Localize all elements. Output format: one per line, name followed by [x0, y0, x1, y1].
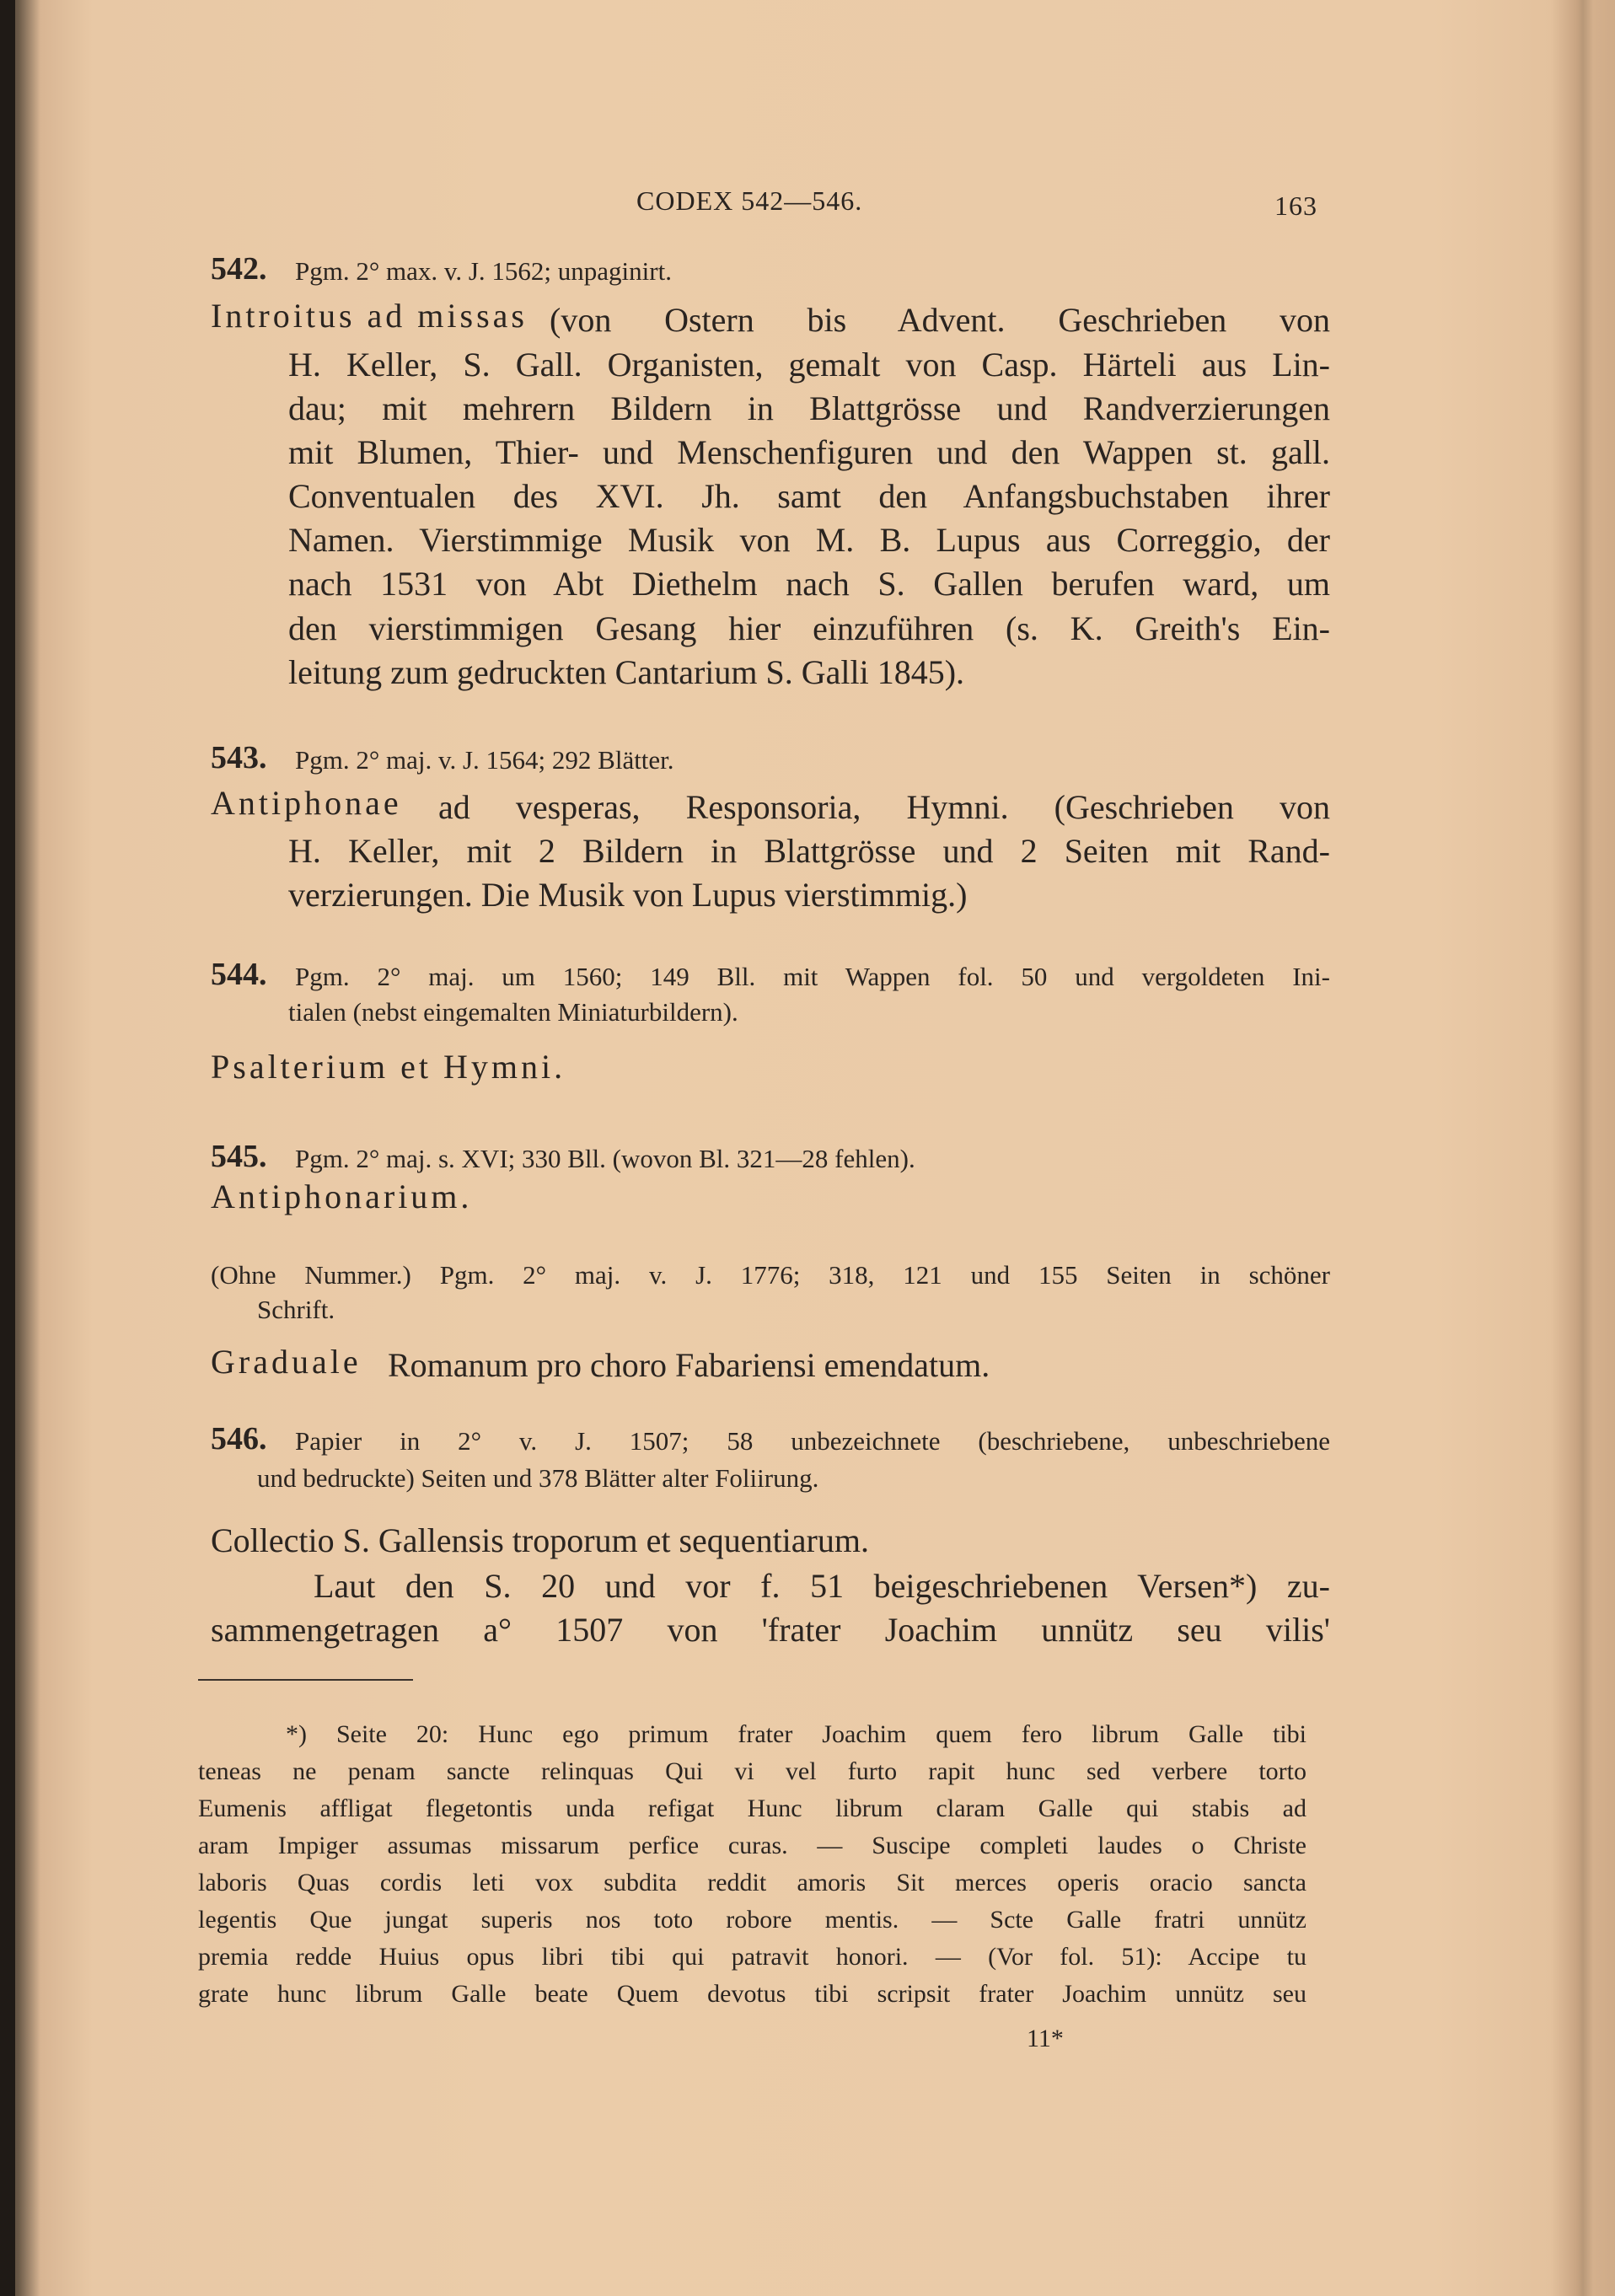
- entry-meta: tialen (nebst eingemalten Miniaturbildern).: [288, 997, 738, 1027]
- entry-number: 544.: [211, 957, 267, 992]
- signature-mark: 11*: [1027, 2025, 1064, 2052]
- entry-body-line: sammengetragen a° 1507 von 'frater Joachim unnütz seu vilis': [211, 1611, 1330, 1649]
- entry-meta: und bedruckte) Seiten und 378 Blätter alter Foliirung.: [257, 1463, 819, 1493]
- entry-body-line: Namen. Vierstimmige Musik von M. B. Lupus aus Correggio, der: [288, 521, 1330, 559]
- footnote-line: laboris Quas cordis leti vox subdita reddit amoris Sit merces operis oracio sancta: [198, 1869, 1306, 1896]
- entry-meta: (Ohne Nummer.) Pgm. 2° maj. v. J. 1776; 318, 121 und 155 Seiten in schöner: [211, 1260, 1330, 1290]
- footnote-line: teneas ne penam sancte relinquas Qui vi vel furto rapit hunc sed verbere torto: [198, 1757, 1306, 1785]
- entry-body-line: mit Blumen, Thier- und Menschenfiguren und den Wappen st. gall.: [288, 433, 1330, 471]
- entry-title: Psalterium et Hymni.: [211, 1048, 566, 1086]
- entry-body-line: verzierungen. Die Musik von Lupus vierstimmig.): [288, 876, 968, 914]
- entry-title: Graduale: [211, 1343, 362, 1381]
- footnote-rule: [198, 1679, 413, 1681]
- entry-body-line: ad vesperas, Responsoria, Hymni. (Geschrieben von: [438, 788, 1330, 826]
- footnote-line: premia redde Huius opus libri tibi qui patravit honori. — (Vor fol. 51): Accipe tu: [198, 1943, 1306, 1971]
- entry-title: Introitus ad missas: [211, 297, 528, 335]
- entry-body-line: dau; mit mehrern Bildern in Blattgrösse und Randverzierungen: [288, 389, 1330, 427]
- entry-number: 545.: [211, 1139, 267, 1174]
- entry-meta: Pgm. 2° maj. s. XVI; 330 Bll. (wovon Bl. 321—28 fehlen).: [295, 1144, 915, 1173]
- entry-body-line: nach 1531 von Abt Diethelm nach S. Gallen berufen ward, um: [288, 565, 1330, 603]
- page-binding-edge: [0, 0, 15, 2296]
- entry-body-line: H. Keller, mit 2 Bildern in Blattgrösse und 2 Seiten mit Rand-: [288, 832, 1330, 870]
- entry-meta: Schrift.: [257, 1295, 335, 1324]
- entry-body-line: Romanum pro choro Fabariensi emendatum.: [388, 1346, 990, 1384]
- entry-title: Collectio S. Gallensis troporum et sequentiarum.: [211, 1521, 869, 1559]
- entry-title: Antiphonae: [211, 784, 402, 822]
- entry-number: 543.: [211, 740, 267, 775]
- entry-body-line: Conventualen des XVI. Jh. samt den Anfangsbuchstaben ihrer: [288, 477, 1330, 515]
- entry-meta: Papier in 2° v. J. 1507; 58 unbezeichnete (beschriebene, unbeschriebene: [295, 1426, 1330, 1456]
- entry-body-line: Laut den S. 20 und vor f. 51 beigeschriebenen Versen*) zu-: [314, 1567, 1330, 1605]
- entry-meta: Pgm. 2° maj. v. J. 1564; 292 Blätter.: [295, 745, 674, 775]
- entry-title: Antiphonarium.: [211, 1178, 473, 1215]
- footnote-line: aram Impiger assumas missarum perfice curas. — Suscipe completi laudes o Christe: [198, 1832, 1306, 1859]
- entry-body-line: H. Keller, S. Gall. Organisten, gemalt von Casp. Härteli aus Lin-: [288, 346, 1330, 384]
- footnote-line: Eumenis affligat flegetontis unda refigat Hunc librum claram Galle qui stabis ad: [198, 1794, 1306, 1822]
- footnote-line: legentis Que jungat superis nos toto robore mentis. — Scte Galle fratri unnütz: [198, 1906, 1306, 1934]
- entry-meta: Pgm. 2° max. v. J. 1562; unpaginirt.: [295, 256, 672, 286]
- entry-number: 542.: [211, 251, 267, 287]
- entry-meta: Pgm. 2° maj. um 1560; 149 Bll. mit Wappen fol. 50 und vergoldeten Ini-: [295, 962, 1330, 991]
- footnote-line: grate hunc librum Galle beate Quem devotus tibi scripsit frater Joachim unnütz seu: [198, 1980, 1306, 2008]
- running-header: CODEX 542—546.: [636, 185, 863, 216]
- entry-body-line: (von Ostern bis Advent. Geschrieben von: [550, 301, 1330, 339]
- entry-body-line: leitung zum gedruckten Cantarium S. Galli 1845).: [288, 653, 965, 691]
- footnote-line: *) Seite 20: Hunc ego primum frater Joachim quem fero librum Galle tibi: [286, 1720, 1306, 1748]
- entry-number: 546.: [211, 1421, 267, 1456]
- entry-body-line: den vierstimmigen Gesang hier einzuführen (s. K. Greith's Ein-: [288, 609, 1330, 647]
- page-number: 163: [1274, 190, 1317, 221]
